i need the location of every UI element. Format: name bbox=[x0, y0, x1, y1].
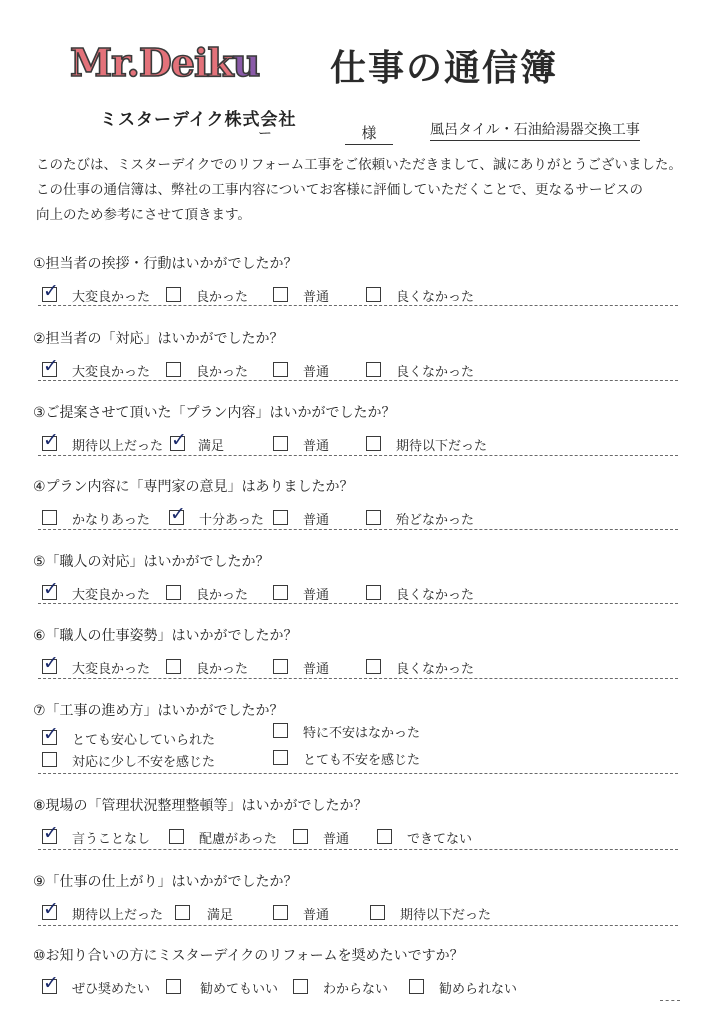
page-title: 仕事の通信簿 bbox=[330, 48, 559, 89]
q8-option-4-label: できてない bbox=[407, 832, 473, 847]
q1-option-4-label: 良くなかった bbox=[396, 290, 475, 305]
question-9-text: ⑨「仕事の仕上がり」はいかがでしたか？ bbox=[33, 874, 298, 890]
check-mark-icon: ✓ bbox=[43, 429, 59, 451]
q6-option-1-label: 大変良かった bbox=[72, 662, 151, 677]
q2-option-4-checkbox[interactable] bbox=[366, 362, 381, 377]
q3-option-4-label: 期待以下だった bbox=[396, 439, 488, 454]
question-1-text: ①担当者の挨拶・行動はいかがでしたか？ bbox=[33, 256, 298, 272]
q2-option-2-label: 良かった bbox=[196, 365, 249, 380]
question-10-text: ⑩お知り合いの方にミスターデイクのリフォームを奨めたいですか？ bbox=[33, 948, 464, 964]
q3-option-2-checkbox[interactable] bbox=[170, 436, 185, 451]
section-divider bbox=[38, 678, 678, 679]
check-mark-icon: ✓ bbox=[43, 280, 59, 302]
q8-option-2-label: 配慮があった bbox=[199, 832, 277, 847]
q8-option-3-label: 普通 bbox=[323, 832, 350, 847]
question-7-text: ⑦「工事の進め方」はいかがでしたか？ bbox=[33, 703, 284, 719]
q7-option-2-checkbox[interactable] bbox=[273, 723, 288, 738]
section-divider bbox=[38, 380, 678, 381]
q9-option-4-checkbox[interactable] bbox=[370, 905, 385, 920]
q7-option-1-checkbox[interactable] bbox=[42, 730, 57, 745]
q9-option-3-label: 普通 bbox=[303, 908, 330, 923]
check-mark-icon: ✓ bbox=[43, 652, 59, 674]
q10-option-1-label: ぜひ奨めたい bbox=[72, 982, 151, 997]
intro-line: このたびは、ミスターデイクでのリフォーム工事をご依頼いただきまして、誠にありがとうございました。 bbox=[36, 157, 682, 173]
q10-option-2-label: 勧めてもいい bbox=[200, 982, 279, 997]
company-name: ミスターデイク株式会社 bbox=[100, 110, 297, 130]
intro-line: 向上のため参考にさせて頂きます。 bbox=[36, 207, 251, 223]
q5-option-3-label: 普通 bbox=[303, 588, 330, 603]
question-3-text: ③ご提案させて頂いた「プラン内容」はいかがでしたか？ bbox=[33, 405, 396, 421]
q10-option-4-label: 勧められない bbox=[439, 982, 518, 997]
section-divider bbox=[38, 849, 678, 850]
q3-option-1-checkbox[interactable] bbox=[42, 436, 57, 451]
q8-option-1-label: 言うことなし bbox=[72, 832, 151, 847]
q1-option-2-checkbox[interactable] bbox=[166, 287, 181, 302]
customer-name-blank: ー bbox=[258, 126, 272, 142]
question-8-text: ⑧現場の「管理状況整理整頓等」はいかがでしたか？ bbox=[33, 798, 368, 814]
q6-option-4-label: 良くなかった bbox=[396, 662, 475, 677]
q9-option-1-checkbox[interactable] bbox=[42, 905, 57, 920]
q8-option-1-checkbox[interactable] bbox=[42, 829, 57, 844]
q7-option-4-checkbox[interactable] bbox=[273, 750, 288, 765]
q6-option-4-checkbox[interactable] bbox=[366, 659, 381, 674]
q8-option-3-checkbox[interactable] bbox=[293, 829, 308, 844]
question-2-text: ②担当者の「対応」はいかがでしたか？ bbox=[33, 331, 284, 347]
q9-option-3-checkbox[interactable] bbox=[273, 905, 288, 920]
customer-suffix: 様 bbox=[345, 122, 393, 145]
section-divider bbox=[38, 529, 678, 530]
q10-option-3-checkbox[interactable] bbox=[293, 979, 308, 994]
q1-option-2-label: 良かった bbox=[196, 290, 249, 305]
q10-option-2-checkbox[interactable] bbox=[166, 979, 181, 994]
section-divider bbox=[38, 925, 678, 926]
q1-option-1-checkbox[interactable] bbox=[42, 287, 57, 302]
q4-option-1-label: かなりあった bbox=[72, 513, 150, 528]
q3-option-3-checkbox[interactable] bbox=[273, 436, 288, 451]
section-divider bbox=[38, 455, 678, 456]
q2-option-1-label: 大変良かった bbox=[72, 365, 151, 380]
q4-option-4-checkbox[interactable] bbox=[366, 510, 381, 525]
q7-option-4-label: とても不安を感じた bbox=[303, 753, 421, 768]
q5-option-2-checkbox[interactable] bbox=[166, 585, 181, 600]
check-mark-icon: ✓ bbox=[43, 972, 59, 994]
q3-option-2-label: 満足 bbox=[198, 439, 225, 454]
check-mark-icon: ✓ bbox=[43, 898, 59, 920]
q2-option-3-checkbox[interactable] bbox=[273, 362, 288, 377]
q2-option-3-label: 普通 bbox=[303, 365, 330, 380]
q2-option-4-label: 良くなかった bbox=[396, 365, 475, 380]
question-4-text: ④プラン内容に「専門家の意見」はありましたか？ bbox=[33, 479, 354, 495]
q3-option-3-label: 普通 bbox=[303, 439, 330, 454]
q1-option-1-label: 大変良かった bbox=[72, 290, 151, 305]
q10-option-4-checkbox[interactable] bbox=[409, 979, 424, 994]
q4-option-4-label: 殆どなかった bbox=[396, 513, 475, 528]
q9-option-2-checkbox[interactable] bbox=[175, 905, 190, 920]
q5-option-3-checkbox[interactable] bbox=[273, 585, 288, 600]
q1-option-3-label: 普通 bbox=[303, 290, 330, 305]
section-divider bbox=[38, 305, 678, 306]
q8-option-4-checkbox[interactable] bbox=[377, 829, 392, 844]
q10-option-3-label: わからない bbox=[323, 982, 389, 997]
intro-line: この仕事の通信簿は、弊社の工事内容についてお客様に評価していただくことで、更なるサービスの bbox=[36, 182, 643, 198]
question-5-text: ⑤「職人の対応」はいかがでしたか？ bbox=[33, 554, 270, 570]
q2-option-2-checkbox[interactable] bbox=[166, 362, 181, 377]
q3-option-4-checkbox[interactable] bbox=[366, 436, 381, 451]
q2-option-1-checkbox[interactable] bbox=[42, 362, 57, 377]
logo-text: Mr.Deiku bbox=[70, 40, 260, 85]
q9-option-1-label: 期待以上だった bbox=[72, 908, 164, 923]
q10-option-1-checkbox[interactable] bbox=[42, 979, 57, 994]
q4-option-2-label: 十分あった bbox=[199, 513, 264, 528]
q6-option-3-checkbox[interactable] bbox=[273, 659, 288, 674]
q5-option-1-label: 大変良かった bbox=[72, 588, 151, 603]
q7-option-2-label: 特に不安はなかった bbox=[303, 726, 421, 741]
q5-option-1-checkbox[interactable] bbox=[42, 585, 57, 600]
work-name: 風呂タイル・石油給湯器交換工事 bbox=[430, 119, 640, 141]
q6-option-2-checkbox[interactable] bbox=[166, 659, 181, 674]
q7-option-3-checkbox[interactable] bbox=[42, 752, 57, 767]
q4-option-1-checkbox[interactable] bbox=[42, 510, 57, 525]
q1-option-3-checkbox[interactable] bbox=[273, 287, 288, 302]
q6-option-1-checkbox[interactable] bbox=[42, 659, 57, 674]
q3-option-1-label: 期待以上だった bbox=[72, 439, 164, 454]
q6-option-3-label: 普通 bbox=[303, 662, 330, 677]
section-divider bbox=[660, 1000, 680, 1001]
question-6-text: ⑥「職人の仕事姿勢」はいかがでしたか？ bbox=[33, 628, 298, 644]
q4-option-2-checkbox[interactable] bbox=[169, 510, 184, 525]
company-logo bbox=[70, 40, 259, 85]
check-mark-icon: ✓ bbox=[43, 578, 59, 600]
q7-option-1-label: とても安心していられた bbox=[72, 733, 216, 748]
q5-option-2-label: 良かった bbox=[196, 588, 249, 603]
q7-option-3-label: 対応に少し不安を感じた bbox=[72, 755, 216, 770]
check-mark-icon: ✓ bbox=[171, 429, 187, 451]
q5-option-4-label: 良くなかった bbox=[396, 588, 475, 603]
check-mark-icon: ✓ bbox=[170, 503, 186, 525]
q8-option-2-checkbox[interactable] bbox=[169, 829, 184, 844]
check-mark-icon: ✓ bbox=[43, 822, 59, 844]
check-mark-icon: ✓ bbox=[43, 355, 59, 377]
intro-paragraph bbox=[36, 153, 696, 228]
section-divider bbox=[38, 773, 678, 774]
q4-option-3-checkbox[interactable] bbox=[273, 510, 288, 525]
q6-option-2-label: 良かった bbox=[196, 662, 249, 677]
section-divider bbox=[38, 603, 678, 604]
q5-option-4-checkbox[interactable] bbox=[366, 585, 381, 600]
q9-option-2-label: 満足 bbox=[207, 908, 234, 923]
check-mark-icon: ✓ bbox=[43, 723, 59, 745]
q9-option-4-label: 期待以下だった bbox=[400, 908, 492, 923]
q4-option-3-label: 普通 bbox=[303, 513, 330, 528]
q1-option-4-checkbox[interactable] bbox=[366, 287, 381, 302]
